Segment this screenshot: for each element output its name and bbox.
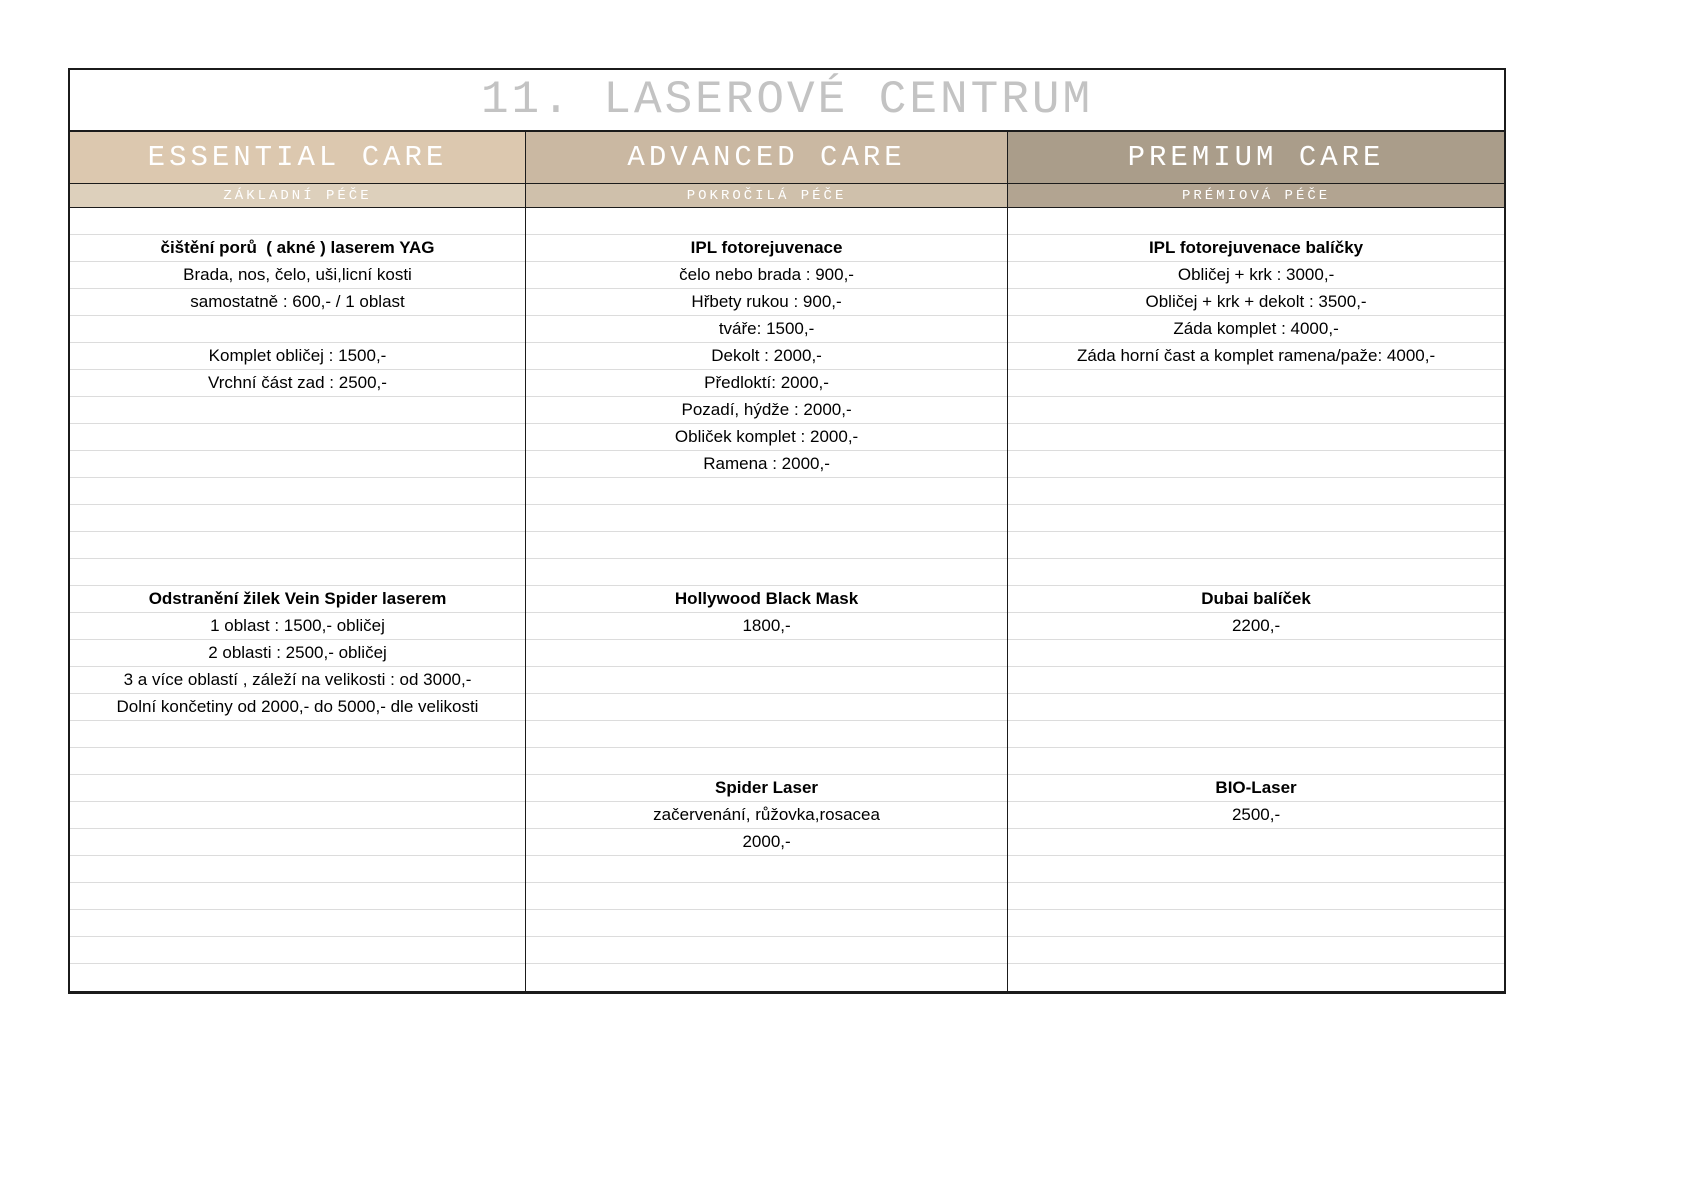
price-cell: samostatně : 600,- / 1 oblast — [70, 289, 525, 316]
service-title-cell: Spider Laser — [526, 775, 1007, 802]
empty-cell — [70, 532, 525, 559]
empty-cell — [70, 775, 525, 802]
empty-cell — [70, 721, 525, 748]
price-cell: 2000,- — [526, 829, 1007, 856]
price-cell: Dekolt : 2000,- — [526, 343, 1007, 370]
price-cell: Pozadí, hýdže : 2000,- — [526, 397, 1007, 424]
empty-cell — [1008, 451, 1504, 478]
column-header: ADVANCED CARE — [525, 132, 1007, 183]
price-cell: Obliček komplet : 2000,- — [526, 424, 1007, 451]
empty-cell — [70, 505, 525, 532]
empty-cell — [1008, 694, 1504, 721]
price-column — [525, 208, 1007, 991]
empty-cell — [1008, 667, 1504, 694]
empty-cell — [1008, 208, 1504, 235]
empty-cell — [1008, 721, 1504, 748]
empty-cell — [70, 316, 525, 343]
service-title-cell: IPL fotorejuvenace — [526, 235, 1007, 262]
service-title-cell: Hollywood Black Mask — [526, 586, 1007, 613]
empty-cell — [1008, 640, 1504, 667]
empty-cell — [526, 208, 1007, 235]
price-cell: Dolní končetiny od 2000,- do 5000,- dle velikosti — [70, 694, 525, 721]
empty-cell — [526, 910, 1007, 937]
empty-cell — [526, 883, 1007, 910]
empty-cell — [1008, 829, 1504, 856]
empty-cell — [1008, 478, 1504, 505]
empty-cell — [526, 505, 1007, 532]
empty-cell — [70, 478, 525, 505]
price-cell: Ramena : 2000,- — [526, 451, 1007, 478]
empty-cell — [526, 937, 1007, 964]
price-cell: Obličej + krk : 3000,- — [1008, 262, 1504, 289]
price-cell: čelo nebo brada : 900,- — [526, 262, 1007, 289]
price-column — [1007, 208, 1504, 991]
empty-cell — [526, 964, 1007, 991]
service-title-cell: BIO-Laser — [1008, 775, 1504, 802]
price-cell: 1 oblast : 1500,- obličej — [70, 613, 525, 640]
column-header: PREMIUM CARE — [1007, 132, 1504, 183]
empty-cell — [526, 478, 1007, 505]
empty-cell — [1008, 370, 1504, 397]
empty-cell — [70, 559, 525, 586]
empty-cell — [526, 721, 1007, 748]
empty-cell — [526, 748, 1007, 775]
subheader-row — [70, 184, 1504, 208]
empty-cell — [1008, 505, 1504, 532]
empty-cell — [1008, 910, 1504, 937]
empty-cell — [70, 829, 525, 856]
column-subheader: ZÁKLADNÍ PÉČE — [70, 184, 525, 207]
price-cell: 3 a více oblastí , záleží na velikosti : od 3000,- — [70, 667, 525, 694]
service-title-cell: IPL fotorejuvenace balíčky — [1008, 235, 1504, 262]
empty-cell — [526, 694, 1007, 721]
empty-cell — [1008, 856, 1504, 883]
empty-cell — [70, 208, 525, 235]
empty-cell — [526, 640, 1007, 667]
empty-cell — [1008, 883, 1504, 910]
price-column — [70, 208, 525, 991]
empty-cell — [70, 856, 525, 883]
price-cell: začervenání, růžovka,rosacea — [526, 802, 1007, 829]
empty-cell — [1008, 559, 1504, 586]
service-title-cell: Odstranění žilek Vein Spider laserem — [70, 586, 525, 613]
price-cell: tváře: 1500,- — [526, 316, 1007, 343]
price-cell: Obličej + krk + dekolt : 3500,- — [1008, 289, 1504, 316]
price-cell: 2500,- — [1008, 802, 1504, 829]
empty-cell — [1008, 532, 1504, 559]
service-title-cell: Dubai balíček — [1008, 586, 1504, 613]
price-table — [68, 68, 1506, 994]
price-cell: 1800,- — [526, 613, 1007, 640]
column-subheader: PRÉMIOVÁ PÉČE — [1007, 184, 1504, 207]
empty-cell — [1008, 397, 1504, 424]
header-row — [70, 132, 1504, 184]
price-cell: 2 oblasti : 2500,- obličej — [70, 640, 525, 667]
empty-cell — [70, 424, 525, 451]
price-cell: Předloktí: 2000,- — [526, 370, 1007, 397]
price-cell: Brada, nos, čelo, uši,licní kosti — [70, 262, 525, 289]
service-title-cell: čištění porů ( akné ) laserem YAG — [70, 235, 525, 262]
column-subheader: POKROČILÁ PÉČE — [525, 184, 1007, 207]
empty-cell — [526, 856, 1007, 883]
empty-cell — [70, 883, 525, 910]
empty-cell — [1008, 937, 1504, 964]
empty-cell — [70, 748, 525, 775]
empty-cell — [1008, 748, 1504, 775]
empty-cell — [526, 532, 1007, 559]
empty-cell — [526, 667, 1007, 694]
table-body — [70, 208, 1504, 991]
empty-cell — [70, 802, 525, 829]
price-cell: Záda komplet : 4000,- — [1008, 316, 1504, 343]
empty-cell — [70, 964, 525, 991]
price-cell: Hřbety rukou : 900,- — [526, 289, 1007, 316]
empty-cell — [1008, 964, 1504, 991]
price-cell: Vrchní část zad : 2500,- — [70, 370, 525, 397]
price-cell: Záda horní čast a komplet ramena/paže: 4000,- — [1008, 343, 1504, 370]
empty-cell — [70, 451, 525, 478]
empty-cell — [70, 937, 525, 964]
price-cell: Komplet obličej : 1500,- — [70, 343, 525, 370]
empty-cell — [70, 910, 525, 937]
column-header: ESSENTIAL CARE — [70, 132, 525, 183]
price-cell: 2200,- — [1008, 613, 1504, 640]
page-title: 11. LASEROVÉ CENTRUM — [480, 74, 1094, 126]
empty-cell — [70, 397, 525, 424]
table-title-row — [70, 70, 1504, 132]
empty-cell — [1008, 424, 1504, 451]
empty-cell — [526, 559, 1007, 586]
